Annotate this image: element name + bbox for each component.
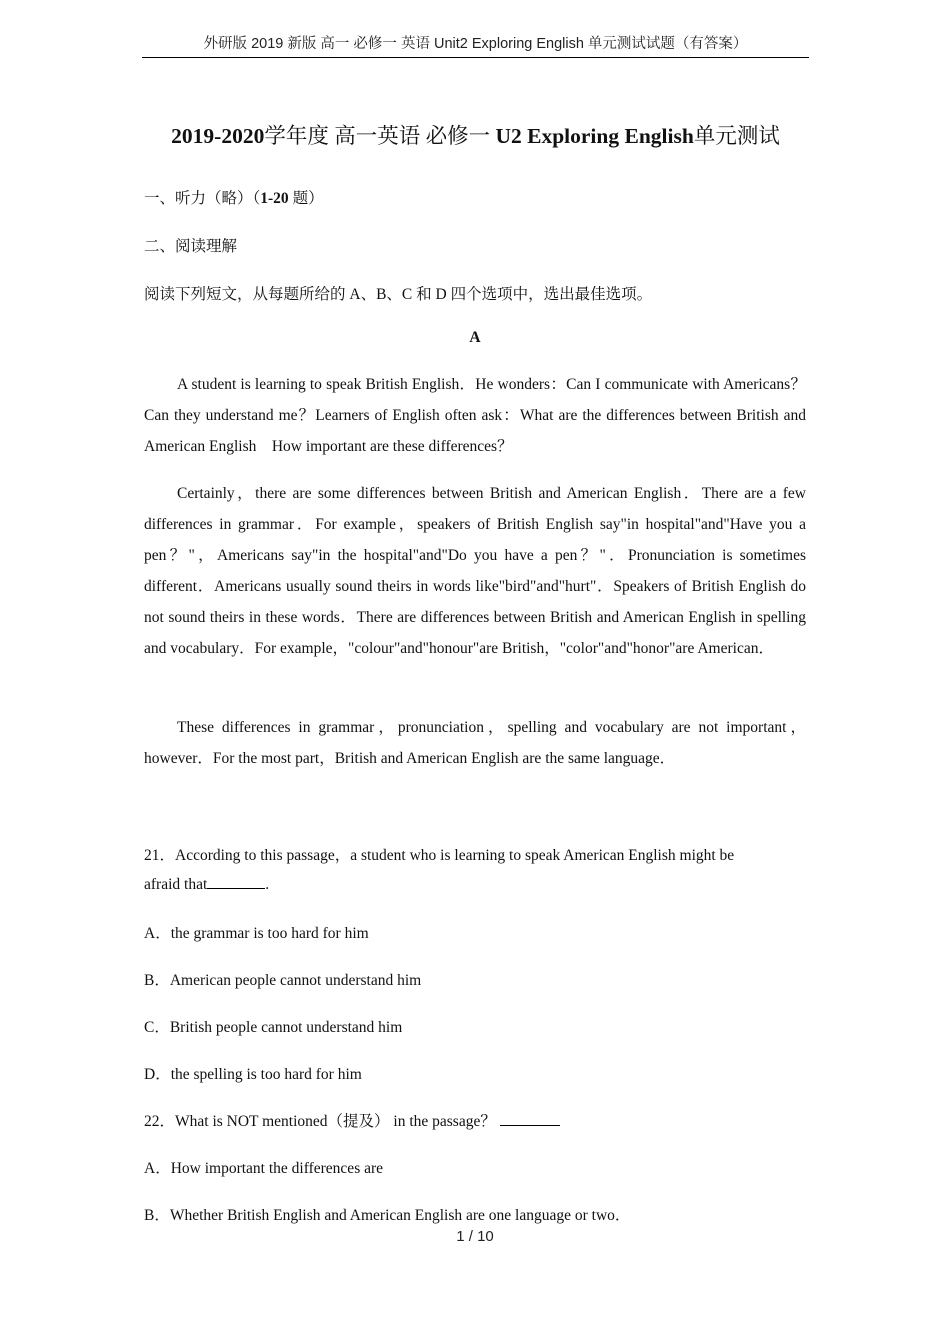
title-year: 2019-2020 (171, 124, 265, 148)
question-21-stem-end: . (265, 876, 270, 893)
header-divider (142, 57, 809, 58)
question-22-stem-text: 22．What is NOT mentioned（提及） in the passage？ (144, 1113, 496, 1130)
section-listening (144, 186, 324, 208)
question-21-stem-text: afraid that (144, 876, 208, 893)
question-21-stem-line1: 21．According to this passage，a student who is learning to speak American English might be (144, 847, 735, 864)
listening-suffix: 题） (288, 190, 324, 207)
passage-paragraph-1: A student is learning to speak British English．He wonders：Can I communicate with Americans？Can they understand me？Learners of English often ask：What are the differences between British and American English How important are these differences？ (144, 376, 806, 455)
question-22-option-b: B．Whether British English and American English are one language or two． (144, 1207, 631, 1224)
page-header: 外研版 2019 新版 高一 必修一 英语 Unit2 Exploring English 单元测试试题（有答案） (203, 36, 748, 52)
title-unit: U2 Exploring English (495, 124, 694, 148)
section-reading: 二、阅读理解 (144, 238, 238, 255)
question-22-option-a: A．How important the differences are (144, 1160, 384, 1177)
question-21-option-d: D．the spelling is too hard for him (144, 1066, 362, 1083)
listening-range: 1-20 (260, 190, 289, 207)
document-title (142, 119, 809, 150)
title-grade: 学年度 高一英语 必修一 (264, 124, 496, 148)
question-21-option-a: A．the grammar is too hard for him (144, 925, 369, 942)
passage-paragraph-2: Certainly，there are some differences between British and American English．There are a few differences in grammar．For example，speakers of British English say"in hospital"and"Have you a pen？"，Americans say"in the hospital"and"Do you have a pen？"．Pronunciation is sometimes different．Americans usually sound theirs in words like"bird"and"hurt"．Speakers of British English do not sound theirs in these words．There are differences between British and American English in spelling and vocabulary．For example，"colour"and"honour"are British，"color"and"honor"are American． (144, 485, 806, 657)
passage-paragraph-3: These differences in grammar，pronunciation，spelling and vocabulary are not important，however．For the most part，British and American English are the same language． (144, 719, 806, 767)
question-21-option-c: C．British people cannot understand him (144, 1019, 403, 1036)
answer-blank-22 (500, 1111, 560, 1126)
title-suffix: 单元测试 (693, 124, 780, 148)
question-22-stem (144, 1109, 560, 1131)
question-21-stem-line2 (144, 874, 269, 894)
reading-instructions: 阅读下列短文，从每题所给的 A、B、C 和 D 四个选项中，选出最佳选项。 (144, 286, 653, 303)
question-21-option-b: B．American people cannot understand him (144, 972, 422, 989)
listening-prefix: 一、听力（略）（ (144, 190, 261, 207)
answer-blank-21 (207, 874, 265, 889)
passage-label: A (469, 329, 481, 346)
page-number: 1 / 10 (456, 1228, 494, 1245)
